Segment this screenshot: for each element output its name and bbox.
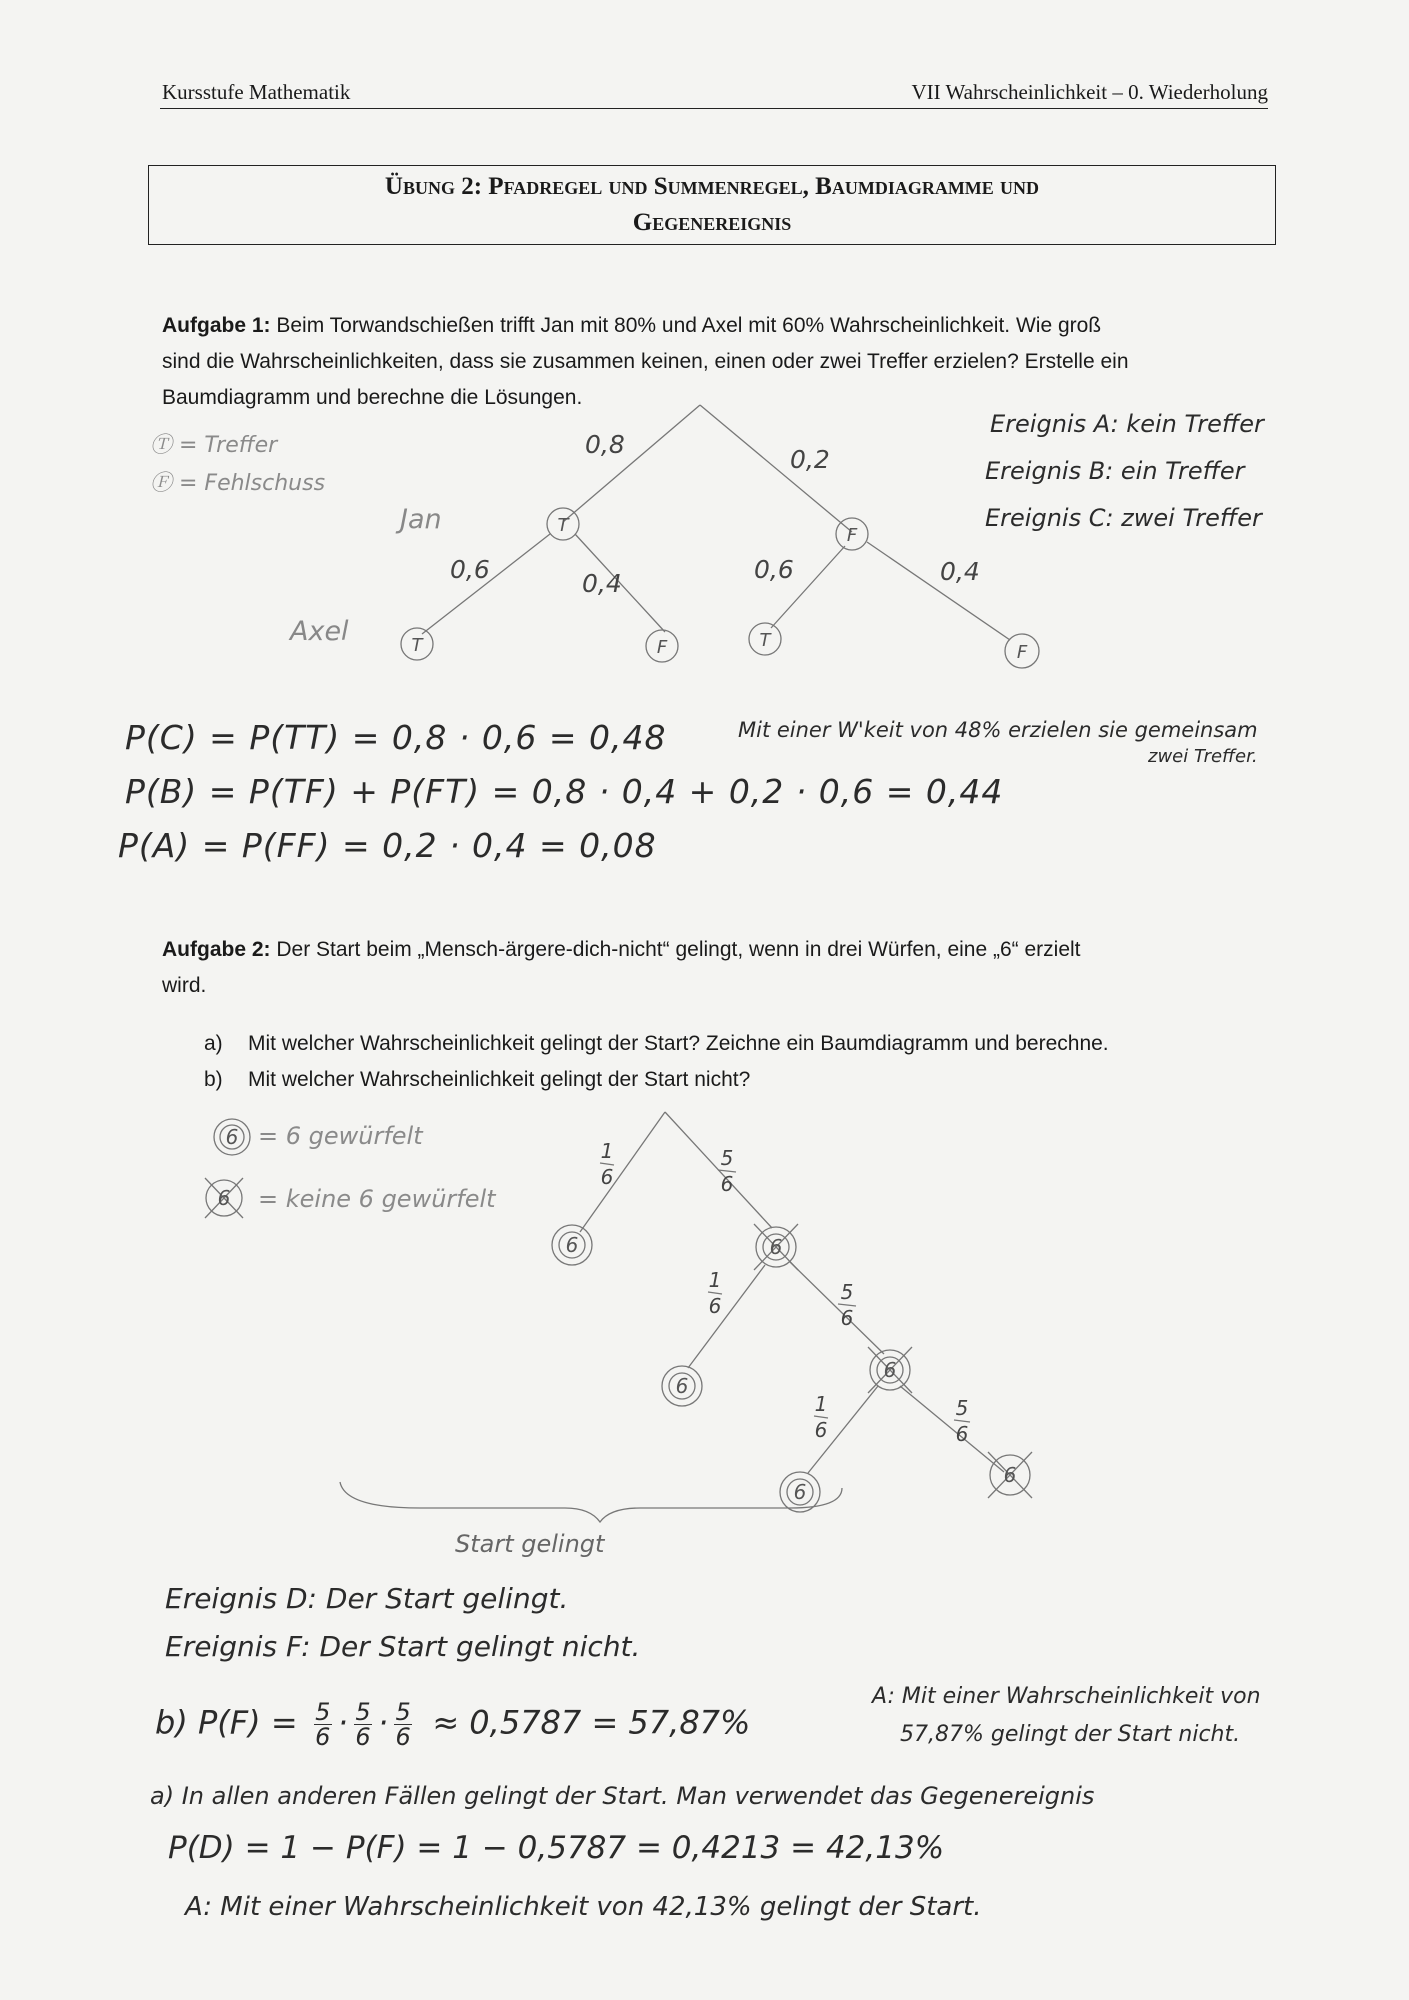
answer-a: A: Mit einer Wahrscheinlichkeit von 42,13% gelingt der Start.: [185, 1892, 982, 1922]
task1-line-1: Beim Torwandschießen trifft Jan mit 80% und Axel mit 60% Wahrscheinlichkeit. Wie groß: [270, 314, 1102, 337]
legend-six: = 6 gewürfelt: [258, 1122, 423, 1150]
node-label-t3: T: [759, 630, 771, 651]
frac-5-den: 6: [814, 1418, 828, 1442]
event-a: Ereignis A: kein Treffer: [990, 410, 1264, 438]
event-b: Ereignis B: ein Treffer: [985, 457, 1245, 485]
start-succeeds-brace: [340, 1482, 842, 1522]
answer-b-line-2: 57,87% gelingt der Start nicht.: [900, 1722, 1241, 1747]
event-d: Ereignis D: Der Start gelingt.: [165, 1582, 569, 1615]
fraction-five-sixths-1: [314, 1700, 332, 1749]
frac-4-den: 6: [840, 1306, 854, 1330]
legend-treffer: Ⓣ = Treffer: [150, 433, 278, 458]
frac-4-num: 5: [840, 1280, 854, 1304]
fraction-five-sixths-3: [394, 1700, 412, 1749]
branch-l3-not: [900, 1386, 1004, 1472]
node-label-six-1: 6: [565, 1233, 579, 1257]
branch-l2-six: [688, 1265, 765, 1368]
node-label-t1: T: [557, 515, 569, 536]
level-label-jan: Jan: [400, 504, 442, 535]
frac-2-den: 6: [720, 1172, 734, 1196]
title-line-2: Gegenereignis: [632, 209, 792, 236]
frac-6-num: 5: [955, 1396, 969, 1420]
prob-axel-t-after-t: 0,6: [450, 555, 490, 584]
node-label-six-2: 6: [675, 1374, 689, 1398]
answer-b-line-1: A: Mit einer Wahrscheinlichkeit von: [872, 1684, 1261, 1709]
equation-p-a: P(A) = P(FF) = 0,2 · 0,4 = 0,08: [118, 826, 657, 865]
frac-1-num: 1: [600, 1139, 614, 1163]
part-b-letter: b): [204, 1068, 223, 1091]
part-a-intro: a) In allen anderen Fällen gelingt der Start. Man verwendet das Gegenereignis: [150, 1782, 1095, 1810]
node-label-t2: T: [411, 635, 423, 656]
fraction-3-den: 6: [395, 1723, 411, 1751]
answer-c-line-2: zwei Treffer.: [1148, 746, 1258, 767]
frac-1-den: 6: [600, 1165, 614, 1189]
header-chapter: VII Wahrscheinlichkeit – 0. Wiederholung: [911, 80, 1268, 104]
task1-label: Aufgabe 1:: [162, 314, 271, 337]
event-f: Ereignis F: Der Start gelingt nicht.: [165, 1630, 641, 1663]
frac-3-den: 6: [708, 1294, 722, 1318]
title-line-1: Übung 2: Pfadregel und Summenregel, Baumdiagramme und: [384, 173, 1040, 200]
frac-3-num: 1: [708, 1268, 722, 1292]
legend-six-label: 6: [225, 1125, 239, 1149]
equation-p-d: P(D) = 1 − P(F) = 1 − 0,5787 = 0,4213 = 42,13%: [168, 1830, 945, 1866]
prob-axel-f-after-f: 0,4: [940, 557, 980, 586]
node-label-six-3: 6: [793, 1480, 807, 1504]
task1-line-3: Baumdiagramm und berechne die Lösungen.: [162, 386, 583, 409]
fraction-1-num: 5: [315, 1698, 331, 1726]
equation-p-c: P(C) = P(TT) = 0,8 · 0,6 = 0,48: [125, 718, 667, 757]
legend-not-six: = keine 6 gewürfelt: [258, 1185, 496, 1213]
fraction-1-den: 6: [315, 1723, 331, 1751]
fraction-3-num: 5: [395, 1698, 411, 1726]
node-label-f2: F: [656, 637, 668, 658]
equation-p-f-suffix: ≈ 0,5787 = 57,87%: [432, 1703, 751, 1742]
fraction-five-sixths-2: [354, 1700, 372, 1749]
prob-axel-f-after-t: 0,4: [582, 569, 622, 598]
legend-not-six-label: 6: [217, 1186, 231, 1210]
task2-line-2: wird.: [162, 974, 207, 997]
header-course: Kursstufe Mathematik: [162, 80, 351, 104]
fraction-2-num: 5: [355, 1698, 371, 1726]
brace-label: Start gelingt: [455, 1530, 605, 1558]
branch-l2-not: [790, 1262, 884, 1354]
level-label-axel: Axel: [290, 616, 349, 647]
fraction-2-den: 6: [355, 1723, 371, 1751]
frac-6-den: 6: [955, 1422, 969, 1446]
task2-line-1: Der Start beim „Mensch-ärgere-dich-nicht“ gelingt, wenn in drei Würfen, eine „6“ erzielt: [270, 938, 1081, 961]
branch-l1-six: [580, 1112, 665, 1232]
legend-fehlschuss: Ⓕ = Fehlschuss: [150, 471, 326, 496]
equation-p-f: b) P(F) = $\frac{5}{6}$ · $\frac{5}{6}$ · $\frac{5}{6}$ ≈ 0,5787 = 57,87%: [155, 1698, 751, 1751]
frac-5-num: 1: [814, 1392, 828, 1416]
prob-axel-t-after-f: 0,6: [754, 555, 794, 584]
frac-2-num: 5: [720, 1146, 734, 1170]
node-label-not-six-2: 6: [883, 1358, 897, 1382]
task1-line-2: sind die Wahrscheinlichkeiten, dass sie zusammen keinen, einen oder zwei Treffer erzielen? Erstelle ein: [162, 350, 1129, 373]
event-c: Ereignis C: zwei Treffer: [985, 504, 1262, 532]
node-label-not-six-1: 6: [769, 1235, 783, 1259]
node-label-not-six-3: 6: [1003, 1463, 1017, 1487]
node-label-f1: F: [846, 525, 858, 546]
part-b-text: Mit welcher Wahrscheinlichkeit gelingt der Start nicht?: [248, 1068, 751, 1091]
answer-c-line-1: Mit einer W'keit von 48% erzielen sie gemeinsam: [738, 718, 1258, 742]
equation-p-b: P(B) = P(TF) + P(FT) = 0,8 · 0,4 + 0,2 · 0,6 = 0,44: [125, 772, 1004, 811]
part-a-letter: a): [204, 1032, 223, 1055]
prob-jan-f: 0,2: [790, 445, 830, 474]
part-a-text: Mit welcher Wahrscheinlichkeit gelingt der Start? Zeichne ein Baumdiagramm und berechne.: [248, 1032, 1109, 1055]
prob-jan-t: 0,8: [585, 430, 625, 459]
node-label-f3: F: [1016, 642, 1028, 663]
task2-label: Aufgabe 2:: [162, 938, 271, 961]
equation-p-f-prefix: b) P(F) =: [155, 1703, 298, 1742]
